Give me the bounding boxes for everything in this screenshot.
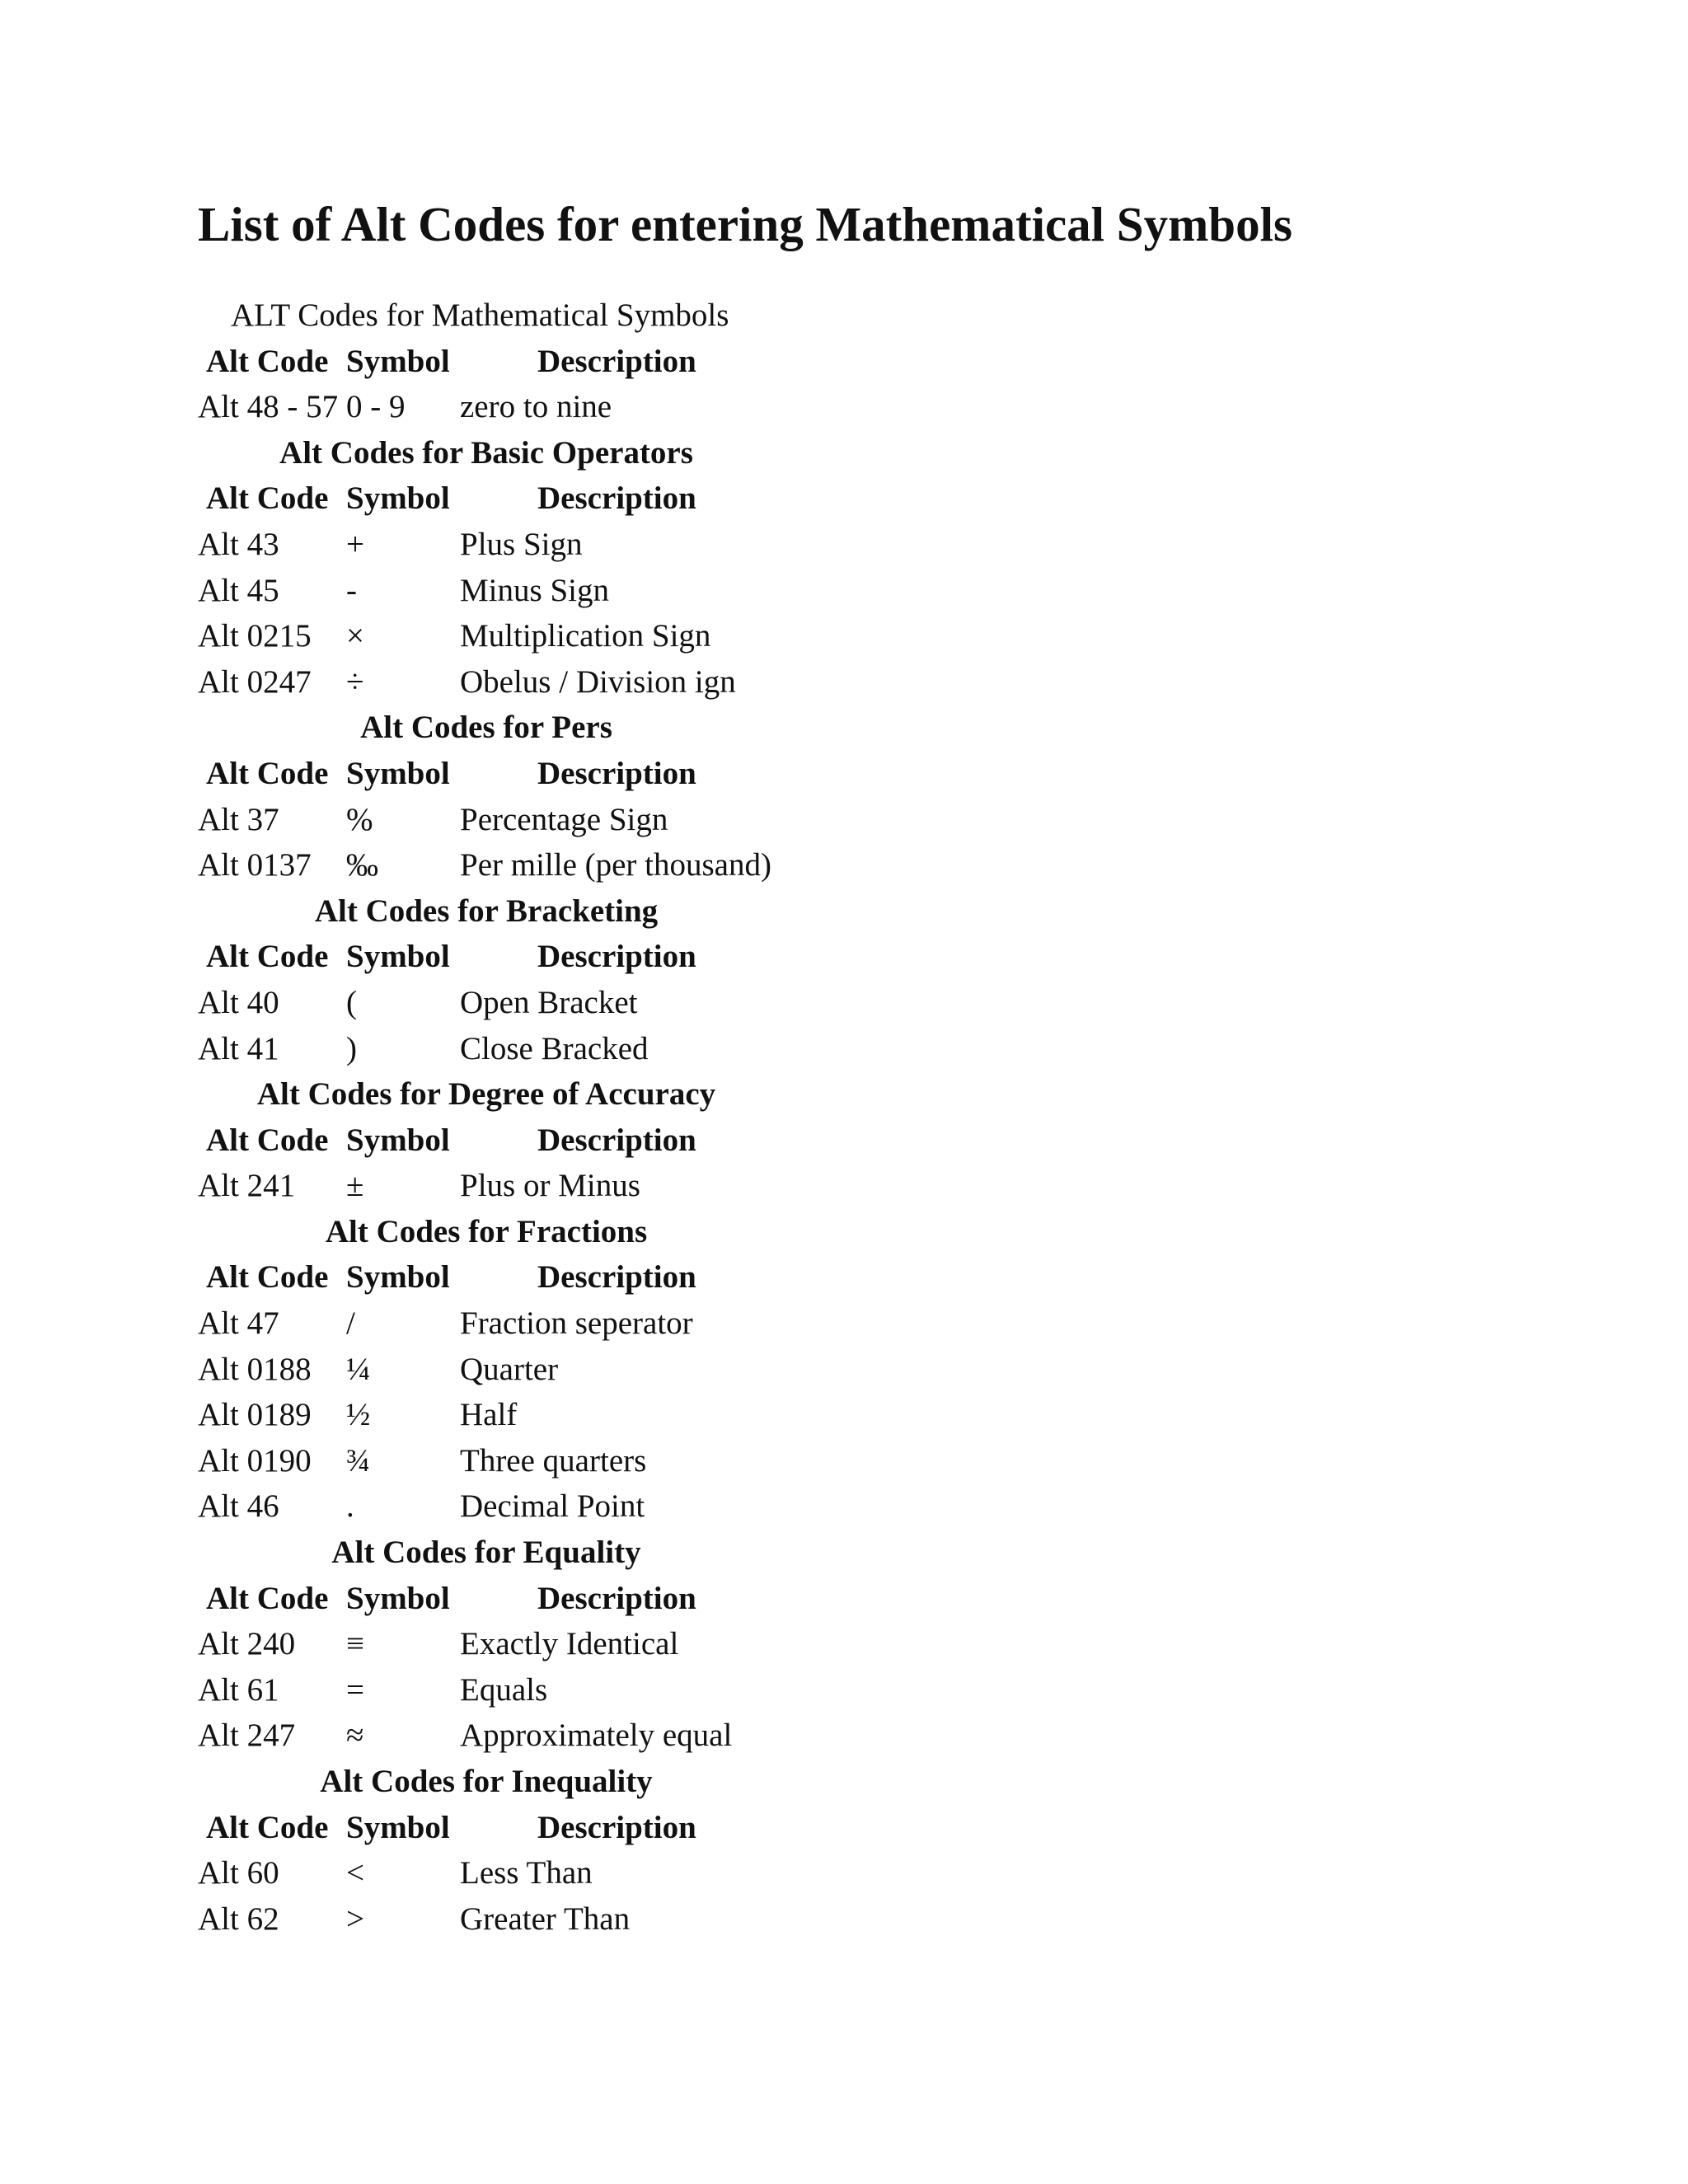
description-cell: Close Bracked bbox=[460, 1030, 649, 1066]
description-cell: Decimal Point bbox=[460, 1488, 645, 1525]
symbol-cell: ¼ bbox=[346, 1351, 371, 1387]
column-header-symbol: Symbol bbox=[346, 480, 450, 517]
alt-code-cell: Alt 0190 bbox=[198, 1442, 312, 1479]
symbol-cell: + bbox=[346, 526, 364, 562]
alt-code-cell: Alt 0215 bbox=[198, 618, 312, 654]
alt-code-cell: Alt 43 bbox=[198, 526, 279, 562]
description-cell: Plus Sign bbox=[460, 526, 583, 562]
column-header-description: Description bbox=[537, 343, 696, 379]
description-cell: Obelus / Division ign bbox=[460, 663, 736, 700]
column-header-description: Description bbox=[537, 1809, 696, 1845]
column-header-description: Description bbox=[537, 480, 696, 517]
table-row bbox=[198, 842, 791, 888]
description-cell: zero to nine bbox=[460, 389, 612, 425]
column-header-row bbox=[198, 1254, 791, 1301]
symbol-cell: ÷ bbox=[346, 663, 364, 700]
table-row bbox=[198, 1667, 791, 1713]
section-title: Alt Codes for Bracketing bbox=[314, 893, 659, 929]
page-title: List of Alt Codes for entering Mathematical Symbols bbox=[198, 197, 1292, 251]
description-cell: Percentage Sign bbox=[460, 801, 668, 837]
symbol-cell: < bbox=[346, 1855, 364, 1891]
symbol-cell: = bbox=[346, 1671, 364, 1708]
symbol-cell: - bbox=[346, 572, 357, 608]
column-header-description: Description bbox=[537, 1580, 696, 1616]
alt-code-cell: Alt 241 bbox=[198, 1168, 296, 1204]
table-row bbox=[198, 797, 791, 843]
symbol-cell: ¾ bbox=[346, 1442, 371, 1479]
section-title: Alt Codes for Basic Operators bbox=[279, 434, 693, 471]
alt-code-cell: Alt 48 - 57 bbox=[198, 389, 339, 425]
column-header-code: Alt Code bbox=[206, 755, 329, 791]
table-row bbox=[198, 1347, 791, 1393]
column-header-row bbox=[198, 751, 791, 797]
table-row bbox=[198, 1713, 791, 1759]
symbol-cell: ≈ bbox=[346, 1718, 364, 1754]
symbol-cell: / bbox=[346, 1305, 355, 1342]
description-cell: Exactly Identical bbox=[460, 1626, 679, 1662]
symbol-cell: ( bbox=[346, 984, 357, 1020]
symbol-cell: ½ bbox=[346, 1397, 371, 1433]
section-title: Alt Codes for Inequality bbox=[320, 1764, 653, 1799]
column-header-row bbox=[198, 339, 791, 385]
table-row bbox=[198, 568, 791, 614]
column-header-description: Description bbox=[537, 939, 696, 975]
table-row bbox=[198, 1301, 791, 1347]
alt-codes-sheet bbox=[198, 293, 791, 1942]
description-cell: Plus or Minus bbox=[460, 1168, 640, 1204]
table-caption: ALT Codes for Mathematical Symbols bbox=[231, 298, 729, 333]
column-header-symbol: Symbol bbox=[346, 939, 450, 975]
description-cell: Less Than bbox=[460, 1855, 593, 1891]
table-row bbox=[198, 1026, 791, 1072]
column-header-code: Alt Code bbox=[206, 939, 329, 975]
column-header-symbol: Symbol bbox=[346, 1809, 450, 1845]
column-header-row bbox=[198, 1805, 791, 1851]
column-header-code: Alt Code bbox=[206, 1809, 329, 1845]
description-cell: Minus Sign bbox=[460, 572, 609, 608]
column-header-symbol: Symbol bbox=[346, 1122, 450, 1158]
alt-code-cell: Alt 40 bbox=[198, 984, 279, 1020]
symbol-cell: ‰ bbox=[346, 847, 378, 883]
alt-code-cell: Alt 60 bbox=[198, 1855, 279, 1891]
table-row bbox=[198, 1621, 791, 1667]
table-row bbox=[198, 1896, 791, 1943]
column-header-code: Alt Code bbox=[206, 1259, 329, 1296]
alt-code-cell: Alt 0137 bbox=[198, 847, 312, 883]
symbol-cell: 0 - 9 bbox=[346, 389, 406, 425]
description-cell: Per mille (per thousand) bbox=[460, 847, 771, 883]
column-header-row bbox=[198, 476, 791, 522]
alt-code-cell: Alt 0189 bbox=[198, 1397, 312, 1433]
alt-code-cell: Alt 247 bbox=[198, 1718, 296, 1754]
description-cell: Quarter bbox=[460, 1351, 559, 1387]
alt-code-cell: Alt 240 bbox=[198, 1626, 296, 1662]
alt-code-cell: Alt 45 bbox=[198, 572, 279, 608]
alt-code-cell: Alt 41 bbox=[198, 1030, 279, 1066]
column-header-row bbox=[198, 934, 791, 980]
alt-code-cell: Alt 47 bbox=[198, 1305, 279, 1342]
table-row bbox=[198, 1438, 791, 1484]
table-row bbox=[198, 1163, 791, 1209]
column-header-code: Alt Code bbox=[206, 1122, 329, 1158]
table-row bbox=[198, 1392, 791, 1438]
description-cell: Multiplication Sign bbox=[460, 618, 711, 654]
alt-code-cell: Alt 62 bbox=[198, 1900, 279, 1937]
table-row bbox=[198, 384, 791, 430]
column-header-row bbox=[198, 1576, 791, 1622]
column-header-code: Alt Code bbox=[206, 343, 329, 379]
symbol-cell: > bbox=[346, 1900, 364, 1937]
column-header-symbol: Symbol bbox=[346, 1259, 450, 1296]
section-title: Alt Codes for Fractions bbox=[325, 1213, 648, 1249]
description-cell: Equals bbox=[460, 1671, 548, 1708]
table-row bbox=[198, 980, 791, 1026]
column-header-description: Description bbox=[537, 1122, 696, 1158]
column-header-symbol: Symbol bbox=[346, 755, 450, 791]
column-header-symbol: Symbol bbox=[346, 1580, 450, 1616]
column-header-symbol: Symbol bbox=[346, 343, 450, 379]
section-title: Alt Codes for Equality bbox=[331, 1535, 641, 1571]
symbol-cell: ) bbox=[346, 1030, 357, 1066]
description-cell: Open Bracket bbox=[460, 984, 638, 1020]
section-title: Alt Codes for Degree of Accuracy bbox=[256, 1076, 716, 1113]
description-cell: Three quarters bbox=[460, 1442, 647, 1479]
symbol-cell: × bbox=[346, 618, 364, 654]
alt-code-cell: Alt 0247 bbox=[198, 663, 312, 700]
column-header-code: Alt Code bbox=[206, 480, 329, 517]
description-cell: Half bbox=[460, 1397, 518, 1433]
column-header-description: Description bbox=[537, 1259, 696, 1296]
section-title: Alt Codes for Pers bbox=[360, 710, 612, 746]
table-row bbox=[198, 613, 791, 659]
column-header-description: Description bbox=[537, 755, 696, 791]
alt-code-cell: Alt 0188 bbox=[198, 1351, 312, 1387]
table-row bbox=[198, 522, 791, 568]
alt-code-cell: Alt 37 bbox=[198, 801, 279, 837]
symbol-cell: % bbox=[346, 801, 373, 837]
column-header-code: Alt Code bbox=[206, 1580, 329, 1616]
symbol-cell: . bbox=[346, 1488, 354, 1525]
symbol-cell: ± bbox=[346, 1168, 364, 1204]
column-header-row bbox=[198, 1118, 791, 1164]
table-row bbox=[198, 659, 791, 705]
alt-code-cell: Alt 46 bbox=[198, 1488, 279, 1525]
description-cell: Approximately equal bbox=[460, 1718, 733, 1754]
alt-code-cell: Alt 61 bbox=[198, 1671, 279, 1708]
table-row bbox=[198, 1850, 791, 1896]
description-cell: Greater Than bbox=[460, 1900, 631, 1937]
table-row bbox=[198, 1483, 791, 1530]
symbol-cell: ≡ bbox=[346, 1626, 364, 1662]
description-cell: Fraction seperator bbox=[460, 1305, 693, 1342]
